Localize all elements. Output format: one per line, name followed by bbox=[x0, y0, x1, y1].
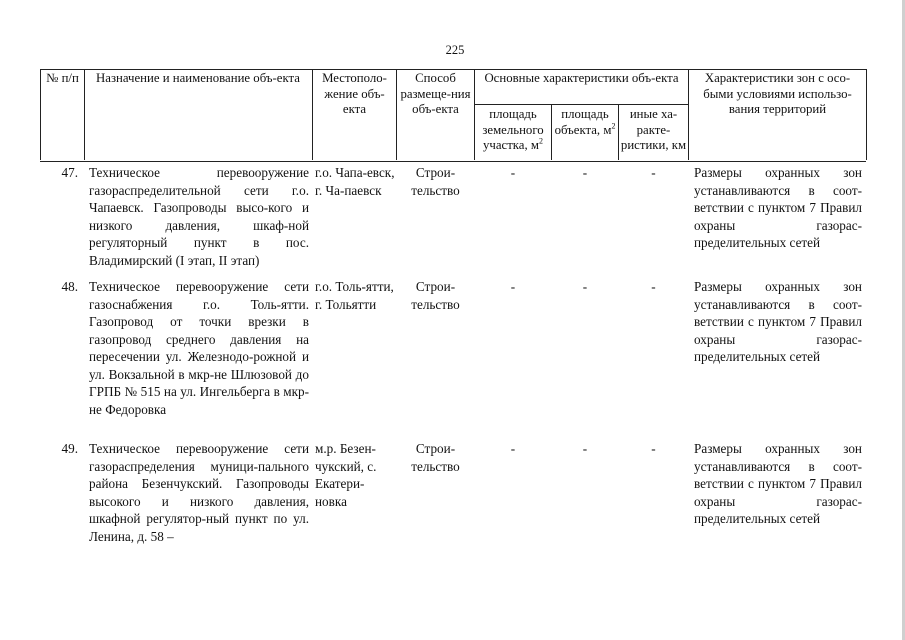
row-zones: Размеры охранных зон устанавливаются в соот-ветствии с пунктом 7 Правил охраны газорас-пределительных сетей bbox=[694, 165, 862, 250]
row-area-object: - bbox=[582, 279, 588, 294]
row-method: Строи-тельство bbox=[411, 441, 460, 474]
header-method: Способ размеще-ния объ-екта bbox=[400, 71, 471, 116]
row-location: м.р. Безен-чукский, с. Екатери-новка bbox=[315, 441, 377, 509]
row-area-land: - bbox=[510, 441, 516, 456]
row-area-object: - bbox=[582, 441, 588, 456]
row-area-object: - bbox=[582, 165, 588, 180]
header-divider bbox=[866, 69, 867, 160]
row-name: Техническое перевооружение сети газоснабжения г.о. Толь-ятти. Газопровод от точки врезки в газопровод среднего давления на пересечении ул. Железнодо-рожной и ул. Вокзальной в мкр-не Шлюзовой до ГРПБ № 515 на ул. Ингельберга в мкр-не Федоровка bbox=[89, 279, 309, 417]
row-other: - bbox=[651, 441, 656, 456]
row-area-land: - bbox=[510, 165, 516, 180]
row-name: Техническое перевооружение газораспределительной сети г.о. Чапаевск. Газопроводы высо-кого и низкого давления, шкаф-ной регуляторный пункт в пос. Владимирский (I этап, II этап) bbox=[89, 165, 309, 268]
header-location: Местополо-жение объ-екта bbox=[322, 71, 387, 116]
row-location: г.о. Толь-ятти, г. Тольятти bbox=[315, 279, 394, 312]
header-area-object: площадь объекта, $м^2$ bbox=[554, 107, 616, 137]
row-number: 48. bbox=[61, 279, 78, 294]
header-num: № п/п bbox=[46, 71, 79, 85]
header-divider bbox=[688, 69, 689, 160]
row-method: Строи-тельство bbox=[411, 165, 460, 198]
row-other: - bbox=[651, 279, 656, 294]
header-zones: Характеристики зон с осо-быми условиями использо-вания территорий bbox=[703, 71, 852, 116]
row-zones: Размеры охранных зон устанавливаются в соот-ветствии с пунктом 7 Правил охраны газорас-пределительных сетей bbox=[694, 441, 862, 526]
page-number: 225 bbox=[445, 43, 465, 57]
header-other: иные ха-ракте-ристики, км bbox=[620, 107, 687, 152]
row-location: г.о. Чапа-евск, г. Ча-паевск bbox=[315, 165, 395, 198]
header-main: Основные характеристики объ-екта bbox=[484, 71, 679, 85]
header-area-land: площадь земельного участка, $м^2$ bbox=[482, 107, 544, 152]
row-method: Строи-тельство bbox=[411, 279, 460, 312]
row-area-land: - bbox=[510, 279, 516, 294]
header-divider bbox=[396, 69, 397, 160]
row-name: Техническое перевооружение сети газораспределения муници-пального района Безенчукский. Газопроводы высокого и низкого давления, шкафной регулятор-ный пункт по ул. Ленина, д. 58 – bbox=[89, 441, 309, 544]
header-divider bbox=[84, 69, 85, 160]
row-other: - bbox=[651, 165, 656, 180]
header-subdivider bbox=[474, 104, 688, 105]
row-number: 47. bbox=[61, 165, 78, 180]
header-divider bbox=[618, 104, 619, 160]
header-name: Назначение и наименование объ-екта bbox=[96, 71, 300, 85]
row-zones: Размеры охранных зон устанавливаются в соот-ветствии с пунктом 7 Правил охраны газорас-пределительных сетей bbox=[694, 279, 862, 364]
row-number: 49. bbox=[61, 441, 78, 456]
